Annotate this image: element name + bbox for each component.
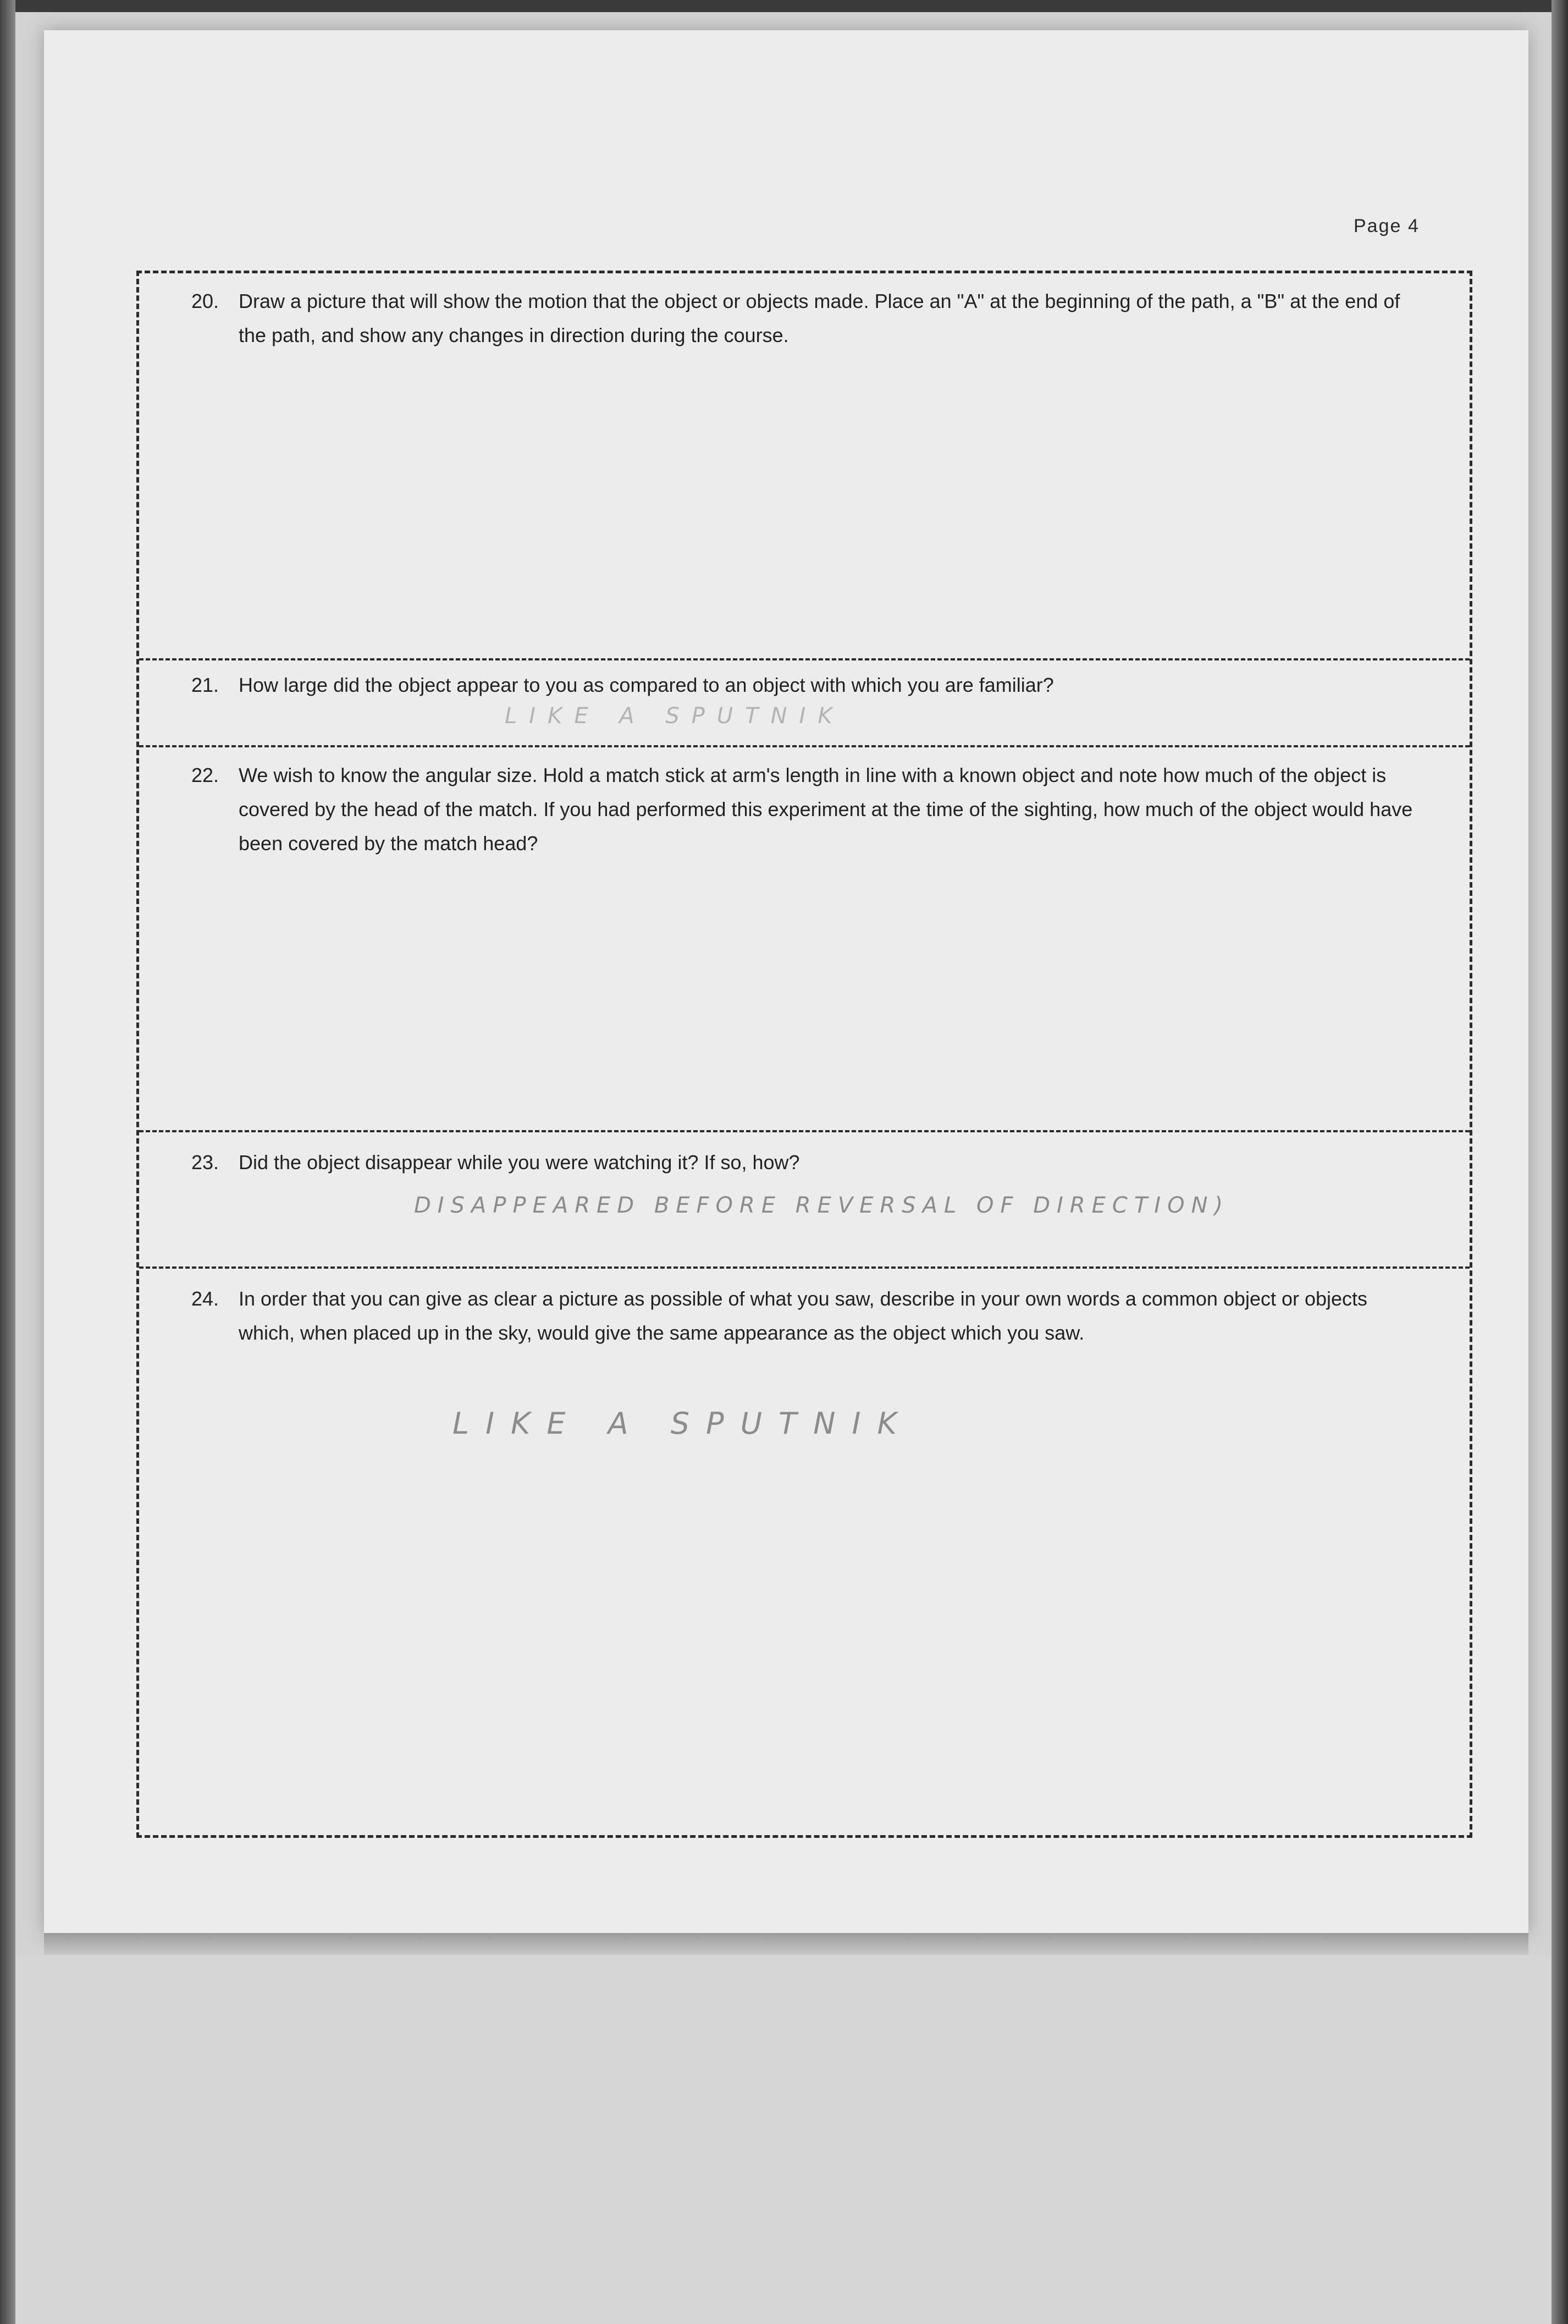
question-24: [191, 1282, 1417, 1350]
question-number: 20.: [191, 290, 219, 312]
scan-frame-top: [0, 0, 1568, 12]
page-number: Page 4: [1354, 216, 1420, 236]
question-text: Draw a picture that will show the motion that the object or objects made. Place an "A" at the beginning of the path, a "B" at the end of the path, and show any changes in direction during the course.: [239, 290, 1400, 346]
question-number: 22.: [191, 764, 219, 786]
question-text: How large did the object appear to you as compared to an object with which you are familiar?: [239, 674, 1054, 696]
scan-frame-left: [0, 0, 15, 2324]
question-24-answer: LIKE A SPUTNIK: [452, 1406, 913, 1441]
question-21: [191, 668, 1417, 702]
question-number: 21.: [191, 674, 219, 696]
question-text: We wish to know the angular size. Hold a match stick at arm's length in line with a known object and note how much of the object is covered by the head of the match. If you had performed this experiment at the time of the sighting, how much of the object would have been covered by the match head?: [239, 764, 1413, 855]
question-23-answer: DISAPPEARED BEFORE REVERSAL OF DIRECTION): [414, 1193, 1230, 1218]
question-20-section: [139, 273, 1470, 658]
question-text: In order that you can give as clear a picture as possible of what you saw, describe in your own words a common object or objects which, when placed up in the sky, would give the same appearance as the object which you saw.: [239, 1287, 1368, 1344]
question-number: 24.: [191, 1287, 219, 1310]
question-21-section: [139, 658, 1470, 745]
question-22: [191, 758, 1417, 861]
question-24-section: [139, 1266, 1470, 1835]
question-23: [191, 1146, 1417, 1180]
questionnaire-form: [136, 271, 1472, 1838]
scan-frame-right: [1552, 0, 1568, 2324]
scan-background: [15, 1955, 1552, 2324]
page-edge-shadow: [44, 1933, 1528, 1955]
question-number: 23.: [191, 1151, 219, 1174]
question-text: Did the object disappear while you were watching it? If so, how?: [239, 1151, 800, 1174]
question-22-section: [139, 745, 1470, 1130]
question-23-section: [139, 1130, 1470, 1266]
question-21-answer: LIKE A SPUTNIK: [505, 703, 844, 729]
question-20: [191, 284, 1417, 353]
